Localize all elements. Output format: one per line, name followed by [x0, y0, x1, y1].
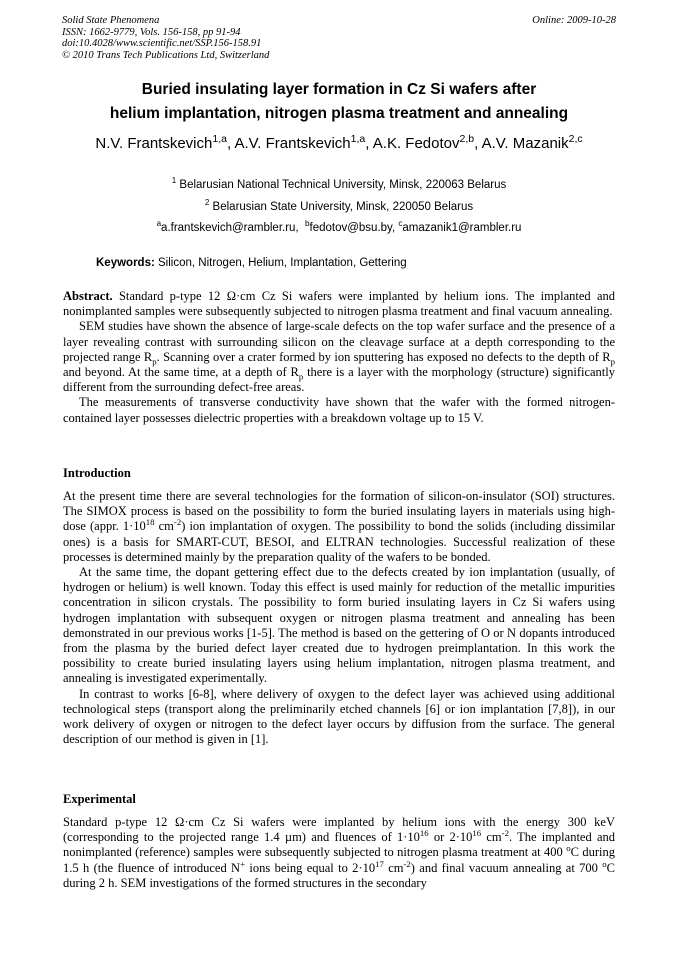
abstract-text: Standard p-type 12 Ω·cm Cz Si wafers were implanted by helium ions. The implanted and nonimplanted samples were subsequently subjected to nitrogen plasma treatment and final vacuum annealing.	[63, 289, 615, 319]
journal-name: Solid State Phenomena	[62, 15, 160, 26]
author-sup: 2,b	[459, 133, 475, 145]
title-line-2: helium implantation, nitrogen plasma treatment and annealing	[109, 105, 569, 122]
exp-text: or 2·10	[428, 830, 473, 845]
superscript: +	[240, 858, 246, 869]
subscript: p	[152, 356, 157, 367]
issn-line: ISSN: 1662-9779, Vols. 156-158, pp 91-94	[62, 26, 241, 38]
affiliation-2	[40, 200, 638, 214]
email-sup: a	[156, 219, 162, 229]
superscript: -2	[173, 517, 182, 528]
abstract-label: Abstract.	[63, 289, 113, 303]
copyright-line: © 2010 Trans Tech Publications Ltd, Switzerland	[62, 49, 270, 61]
author-name: A.V. Mazanik	[481, 135, 569, 152]
paper-title	[40, 78, 638, 126]
author-sup: 1,a	[212, 133, 227, 145]
exp-text: C during 2 h. SEM investigations of the formed structures in the secondary	[63, 860, 615, 890]
affiliation-1	[40, 178, 638, 192]
superscript: 17	[375, 858, 384, 869]
exp-text: . The implanted and nonimplanted (reference) samples were subsequently subjected to nitrogen plasma treatment at 400	[63, 830, 615, 860]
email-c[interactable]: amazanik1@rambler.ru	[402, 222, 522, 234]
exp-text: cm	[383, 860, 404, 875]
author-name: N.V. Frantskevich	[95, 135, 213, 152]
experimental-paragraph-1	[63, 815, 615, 891]
abstract-text: there is a layer with the morphology (structure) significantly different from the surrounding defect-free areas.	[63, 365, 615, 395]
author-list: N.V. Frantskevich$^{1,a}$, A.V. Frantskevich$^{1,a}$, A.K. Fedotov$^{2,b}$, A.V. Mazanik$^{2,c}$	[95, 133, 583, 152]
superscript: o	[602, 858, 607, 869]
abstract-text: SEM studies have shown the absence of large-scale defects on the top wafer surface and the presence of a layer revealing contrast with surrounding silicon on the cleavage surface at a depth corresponding to the projected range R	[63, 319, 615, 364]
superscript: 18	[145, 517, 155, 528]
exp-text: ) and final vacuum annealing at 700	[410, 860, 603, 875]
author-sup: 2,c	[568, 133, 583, 145]
author-sup: 1,a	[350, 133, 366, 145]
author-name: A.K. Fedotov	[372, 135, 460, 152]
affiliation-text: Belarusian State University, Minsk, 220050 Belarus	[212, 201, 474, 213]
affiliation-text: Belarusian National Technical University, Minsk, 220063 Belarus	[179, 179, 507, 191]
title-line-1: Buried insulating layer formation in Cz Si wafers after	[141, 81, 537, 98]
intro-text: ) ion implantation of oxygen. The possibility to bond the solids (including dissimilar ones) is a basis for SMART-CUT, BESOI, and ELTRAN technologies. Successful realization of these processes is determined mainly by the preparation quality of the wafers to be bonded.	[63, 519, 615, 564]
introduction-heading: Introduction	[63, 466, 131, 480]
intro-paragraph-2: At the same time, the dopant gettering effect due to the defects created by ion implantation (usually, of hydrogen or helium) is well known. Today this effect is used mainly for reduction of the metallic impurities concentration in silicon crystals. The possibility to form buried insulating layers in Cz Si wafers using hydrogen implantation with subsequent oxygen or nitrogen plasma treatment and annealing has been demonstrated in our previous works [1-5]. The method is based on the gettering of O or N dopants introduced from the plasma by the buried defect layer created due to hydrogen preimplantation. In this work the possibility to create buried insulating layers using helium implantation, nitrogen plasma treatment, and annealing is investigated experimentally.	[63, 565, 615, 686]
author-name: A.V. Frantskevich	[234, 135, 351, 152]
email-b[interactable]: fedotov@bsu.by,	[309, 222, 396, 234]
superscript: -2	[403, 858, 411, 869]
email-line	[40, 221, 638, 235]
exp-text: ions being equal to 2·10	[245, 860, 376, 875]
experimental-body	[63, 815, 615, 891]
keywords-label: Keywords:	[96, 257, 155, 269]
exp-text: cm	[481, 830, 502, 845]
abstract-text: . Scanning over a crater formed by ion sputtering has exposed no defects to the depth of R	[156, 349, 611, 364]
abstract-paragraph-2	[63, 319, 615, 395]
online-date: Online: 2009-10-28	[532, 15, 616, 26]
exp-text: C during 1.5 h (the fluence of introduced N	[63, 845, 615, 875]
email-sup: b	[305, 219, 310, 229]
email-sup: c	[398, 219, 403, 229]
intro-paragraph-1	[63, 489, 615, 565]
keywords	[96, 256, 407, 270]
affiliation-sup: 2	[204, 198, 210, 208]
subscript: p	[610, 356, 615, 367]
abstract-paragraph-1	[63, 289, 615, 319]
introduction-body	[63, 489, 615, 747]
journal-header	[62, 15, 616, 61]
abstract	[63, 289, 615, 426]
intro-text: At the present time there are several technologies for the formation of silicon-on-insulator (SOI) structures. The SIMOX process is based on the possibility to form the buried insulating layers in materials using high-dose (appr. 1·10	[63, 489, 615, 534]
superscript: 16	[472, 828, 482, 839]
abstract-text: and beyond. At the same time, at a depth of R	[63, 365, 299, 380]
intro-paragraph-3: In contrast to works [6-8], where delivery of oxygen to the defect layer was achieved using additional technological steps (transport along the preliminarily etched channels [6] or ion implantation [7,8]), in our work delivery of oxygen or nitrogen to the defect layer occurs by diffusion from the surface. The general description of our method is given in [1].	[63, 686, 615, 747]
abstract-paragraph-3: The measurements of transverse conductivity have shown that the wafer with the formed nitrogen-contained layer possesses dielectric properties with a breakdown voltage up to 15 V.	[63, 395, 615, 425]
doi-line: doi:10.4028/www.scientific.net/SSP.156-158.91	[62, 38, 262, 49]
experimental-heading: Experimental	[63, 792, 136, 806]
superscript: -2	[501, 828, 509, 839]
intro-text: cm	[154, 519, 174, 534]
email-a[interactable]: a.frantskevich@rambler.ru,	[161, 222, 299, 234]
exp-text: Standard p-type 12 Ω·cm Cz Si wafers were implanted by helium ions with the energy 300 keV (corresponding to the projected range 1.4 µm) and fluences of 1·10	[63, 815, 615, 845]
subscript: p	[298, 371, 304, 382]
superscript: o	[566, 843, 571, 854]
affiliation-sup: 1	[171, 176, 177, 186]
superscript: 16	[419, 828, 429, 839]
keywords-text: Silicon, Nitrogen, Helium, Implantation, Gettering	[158, 257, 407, 269]
